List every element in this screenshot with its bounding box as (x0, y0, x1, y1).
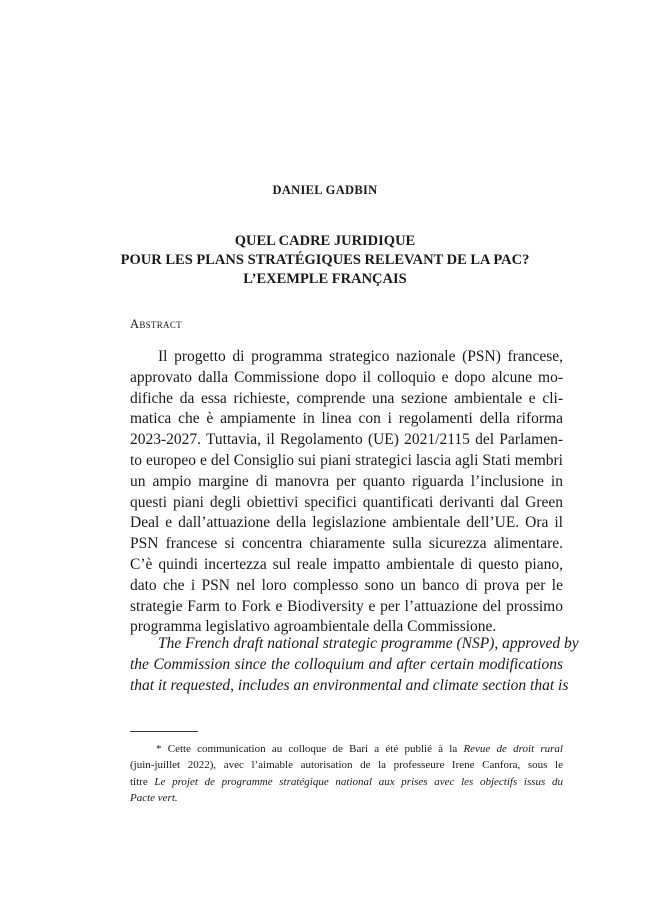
title-line: L’EXEMPLE FRANÇAIS (243, 271, 407, 287)
footnote-line: Pacte vert. (130, 792, 178, 805)
abstract-paragraph-english (130, 634, 579, 696)
text-line: questi piani degli obiettivi specifici quantificati derivanti dal Green (130, 493, 563, 511)
text-line: The French draft national strategic programme (NSP), approved by (158, 635, 579, 652)
text-line: strategie Farm to Fork e Biodiversity e per l’attuazione del prossimo (130, 597, 563, 615)
footnote-original-title: Le projet de programme stratégique national aux prises avec les objectifs issus du (154, 775, 563, 788)
footnote (130, 741, 563, 807)
text-line: approvato dalla Commissione dopo il colloquio e dopo alcune mo- (130, 368, 563, 386)
text-line: Il progetto di programma strategico nazionale (PSN) francese, (158, 348, 563, 365)
text-line: C’è quindi incertezza sul reale impatto ambientale di questo piano, (130, 555, 563, 573)
text-line: Deal e dall’attuazione della legislazione ambientale dell’UE. Ora il (130, 514, 563, 532)
text-line: dato che i PSN nel loro complesso sono un banco di prova per le (130, 576, 563, 594)
footnote-separator (130, 731, 198, 732)
footnote-text: titre (130, 775, 155, 788)
text-line: to europeo e del Consiglio sui piani strategici lascia agli Stati membri (130, 451, 563, 469)
text-line: PSN francese si concentra chiaramente sulla sicurezza alimentare. (130, 535, 563, 553)
title-line: QUEL CADRE JURIDIQUE (234, 233, 416, 249)
footnote-journal-title: Revue de droit rural (463, 743, 563, 755)
author-name: DANIEL GADBIN (272, 183, 378, 197)
text-line: that it requested, includes an environmental and climate section that is (130, 676, 569, 694)
text-line: the Commission since the colloquium and after certain modifications (130, 655, 563, 673)
text-line: difiche da essa richieste, comprende una sezione ambientale e cli- (130, 389, 563, 407)
abstract-paragraph-italian (130, 347, 563, 638)
footnote-line: (juin-juillet 2022), avec l’aimable autorisation de la professeure Irene Canfora, sous le (130, 759, 563, 772)
footnote-text: * Cette communication au colloque de Bari a été publié à la (156, 743, 464, 755)
text-line: matica che è ampiamente in linea con i regolamenti della riforma (130, 410, 563, 428)
abstract-heading: Abstract (130, 317, 182, 331)
article-title (0, 232, 650, 289)
footnote-line (130, 774, 563, 790)
text-line: programma legislativo agroambientale della Commissione. (130, 618, 497, 636)
footnote-line (130, 741, 563, 757)
title-line: POUR LES PLANS STRATÉGIQUES RELEVANT DE LA PAC? (120, 252, 530, 268)
text-line: un ampio margine di manovra per quanto riguarda l’inclusione in (130, 472, 563, 490)
text-line: 2023-2027. Tuttavia, il Regolamento (UE) 2021/2115 del Parlamen- (130, 431, 563, 449)
